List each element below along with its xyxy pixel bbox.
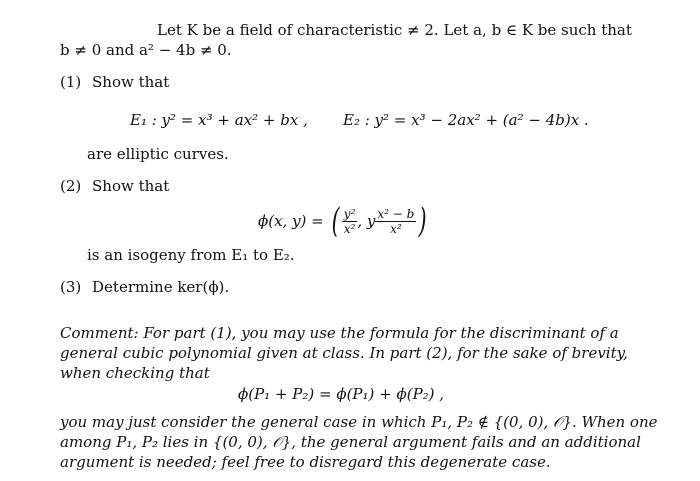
comment-line-1: Comment: For part (1), you may use the formula for the discriminant of a [60, 324, 619, 342]
part1-label: (1) [60, 73, 82, 91]
fraction-1-numerator: y² [343, 206, 356, 221]
curve-e2-equation: E₂ : y² = x³ − 2ax² + (a² − 4b)x . [343, 111, 589, 129]
fraction-2-numerator: x² − b [377, 206, 415, 221]
map-lhs: ϕ(x, y) = [258, 212, 324, 230]
comment-line-3: when checking that [60, 364, 210, 382]
fraction-2-denominator: x² [390, 221, 402, 236]
fraction-1-denominator: x² [343, 221, 356, 236]
part3-label: (3) [60, 278, 82, 296]
intro-line-2: b ≠ 0 and a² − 4b ≠ 0. [60, 41, 232, 59]
right-paren: ) [419, 201, 427, 241]
left-paren: ( [331, 201, 340, 241]
part2-label: (2) [60, 177, 82, 195]
isogeny-map-formula [258, 201, 430, 241]
intro-line-1: Let K be a field of characteristic ≠ 2. Let a, b ∈ K be such that [157, 21, 632, 39]
comment-equation: ϕ(P₁ + P₂) = ϕ(P₁) + ϕ(P₂) , [238, 385, 445, 403]
part1-conclusion: are elliptic curves. [87, 145, 229, 163]
fraction-2 [375, 207, 416, 236]
part3-prompt: Determine ker(ϕ). [92, 278, 230, 296]
part1-header [60, 72, 169, 92]
comment-line-4: you may just consider the general case in which P₁, P₂ ∉ {(0, 0), 𝒪}. When one [60, 413, 658, 431]
comma-y: , y [357, 212, 376, 230]
part2-conclusion: is an isogeny from E₁ to E₂. [87, 246, 295, 264]
part2-header [60, 176, 169, 196]
comment-line-5: among P₁, P₂ lies in {(0, 0), 𝒪}, the general argument fails and an additional [60, 433, 641, 451]
part2-prompt: Show that [92, 177, 170, 195]
part3-header [60, 277, 229, 297]
comment-line-6: argument is needed; feel free to disregard this degenerate case. [60, 453, 551, 471]
curve-e1-equation: E₁ : y² = x³ + ax² + bx , [130, 111, 308, 129]
fraction-1 [342, 207, 358, 236]
part1-prompt: Show that [92, 73, 170, 91]
comment-line-2: general cubic polynomial given at class. In part (2), for the sake of brevity, [60, 344, 628, 362]
